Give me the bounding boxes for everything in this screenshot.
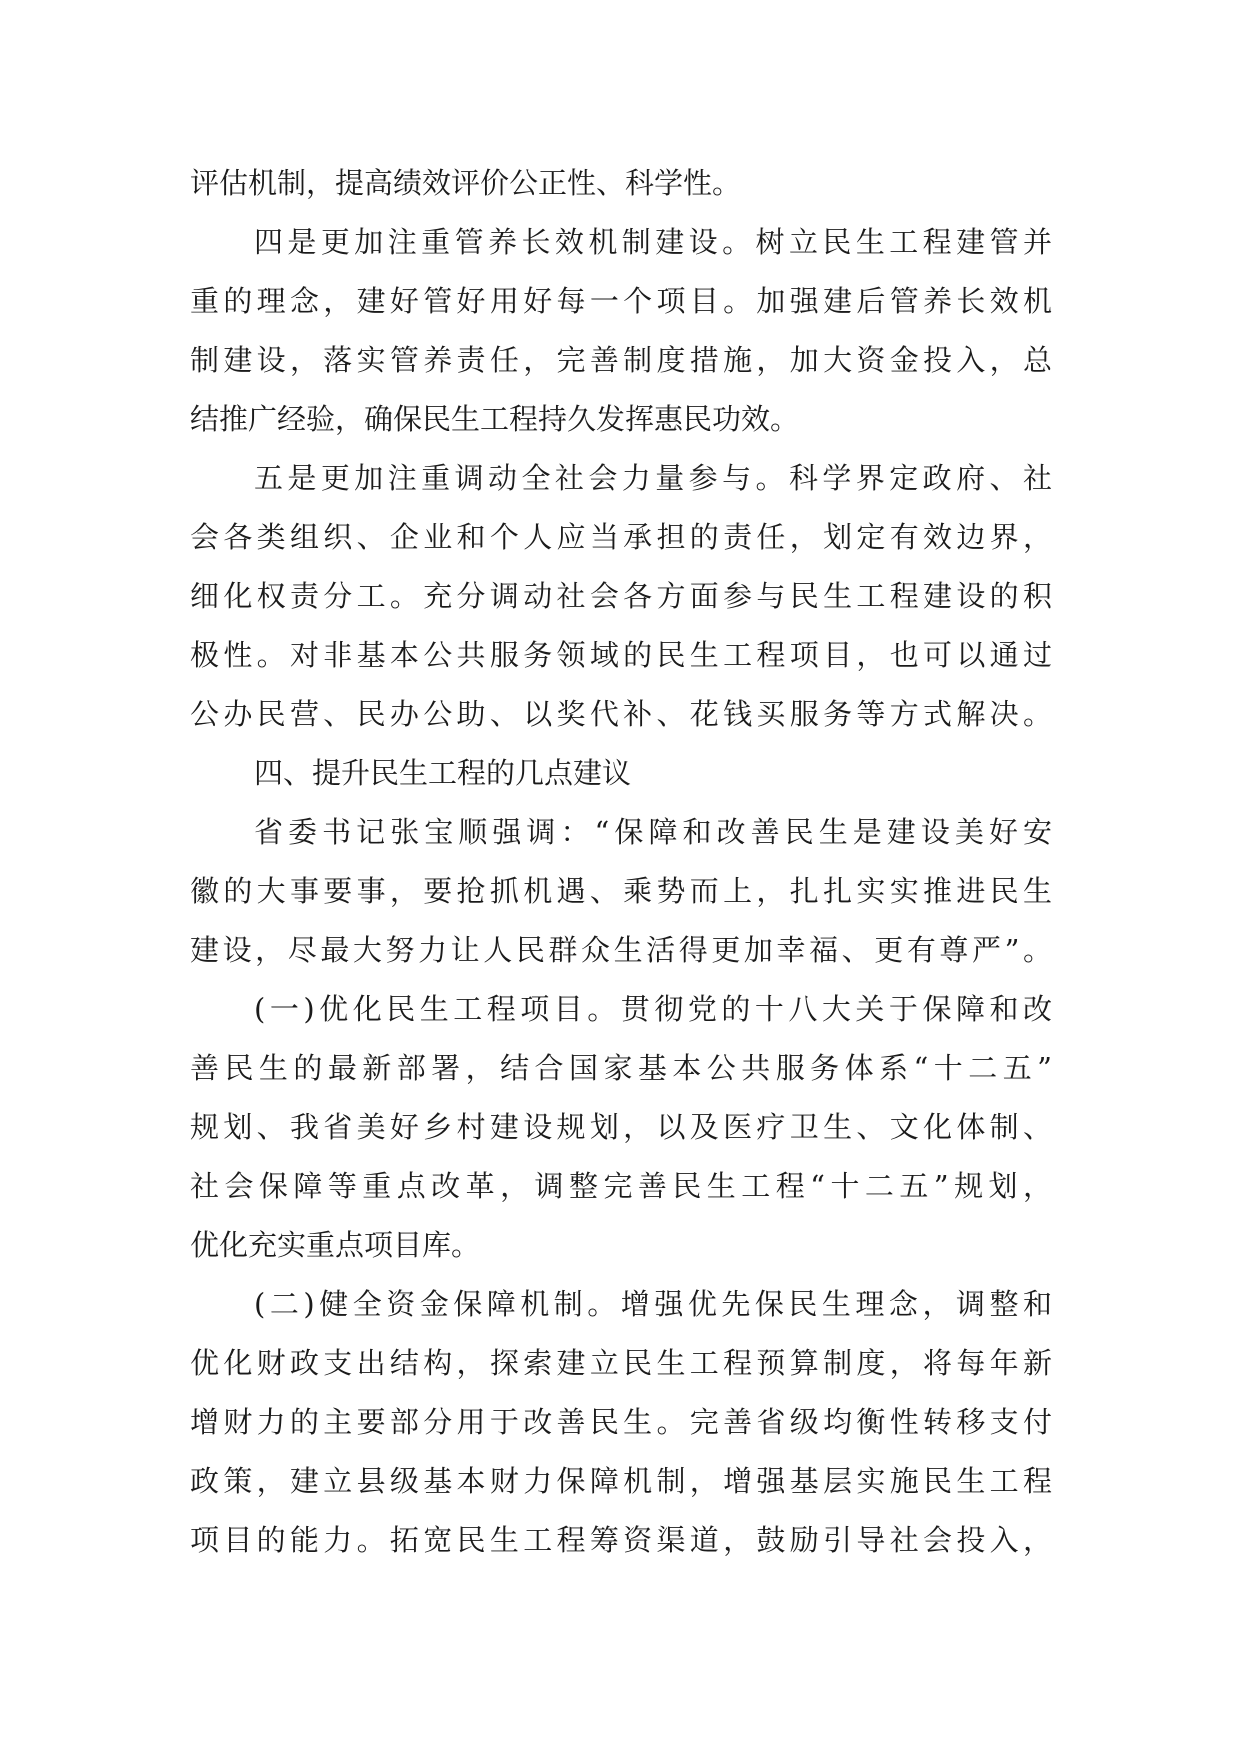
text-line: 优化财政支出结构，探索建立民生工程预算制度，将每年新 — [190, 1346, 1052, 1380]
text-line: (二)健全资金保障机制。增强优先保民生理念，调整和 — [254, 1287, 1052, 1321]
text-line: 重的理念，建好管好用好每一个项目。加强建后管养长效机 — [190, 284, 1052, 318]
paragraph-continued — [190, 154, 1052, 213]
text-line: 极性。对非基本公共服务领域的民生工程项目，也可以通过 — [190, 638, 1052, 672]
paragraph-social-participation — [190, 449, 1052, 744]
paragraph-optimize-projects — [190, 980, 1052, 1275]
text-line: 优化充实重点项目库。 — [190, 1228, 481, 1262]
text-line: 徽的大事要事，要抢抓机遇、乘势而上，扎扎实实推进民生 — [190, 874, 1052, 908]
document-body — [190, 154, 1052, 1570]
text-line: 政策，建立县级基本财力保障机制，增强基层实施民生工程 — [190, 1464, 1052, 1498]
paragraph-quote — [190, 803, 1052, 980]
paragraph-funding-mechanism — [190, 1275, 1052, 1570]
text-line: 制建设，落实管养责任，完善制度措施，加大资金投入，总 — [190, 343, 1052, 377]
text-line: 社会保障等重点改革，调整完善民生工程“十二五”规划， — [190, 1169, 1052, 1203]
text-line: 会各类组织、企业和个人应当承担的责任，划定有效边界， — [190, 520, 1052, 554]
text-line: 省委书记张宝顺强调：“保障和改善民生是建设美好安 — [254, 815, 1052, 849]
text-line: 四、提升民生工程的几点建议 — [254, 756, 632, 790]
text-line: 建设，尽最大努力让人民群众生活得更加幸福、更有尊严”。 — [190, 933, 1052, 967]
text-line: 增财力的主要部分用于改善民生。完善省级均衡性转移支付 — [190, 1405, 1052, 1439]
text-line: 四是更加注重管养长效机制建设。树立民生工程建管并 — [254, 225, 1052, 259]
text-line: 五是更加注重调动全社会力量参与。科学界定政府、社 — [254, 461, 1052, 495]
text-line: 评估机制，提高绩效评价公正性、科学性。 — [190, 166, 742, 200]
text-line: 善民生的最新部署，结合国家基本公共服务体系“十二五” — [190, 1051, 1052, 1085]
text-line: 细化权责分工。充分调动社会各方面参与民生工程建设的积 — [190, 579, 1052, 613]
text-line: 公办民营、民办公助、以奖代补、花钱买服务等方式解决。 — [190, 697, 1052, 731]
text-line: 结推广经验，确保民生工程持久发挥惠民功效。 — [190, 402, 800, 436]
section-heading — [190, 744, 1052, 803]
text-line: 项目的能力。拓宽民生工程筹资渠道，鼓励引导社会投入， — [190, 1523, 1052, 1557]
text-line: (一)优化民生工程项目。贯彻党的十八大关于保障和改 — [254, 992, 1052, 1026]
text-line: 规划、我省美好乡村建设规划，以及医疗卫生、文化体制、 — [190, 1110, 1052, 1144]
paragraph-maintenance-mechanism — [190, 213, 1052, 449]
